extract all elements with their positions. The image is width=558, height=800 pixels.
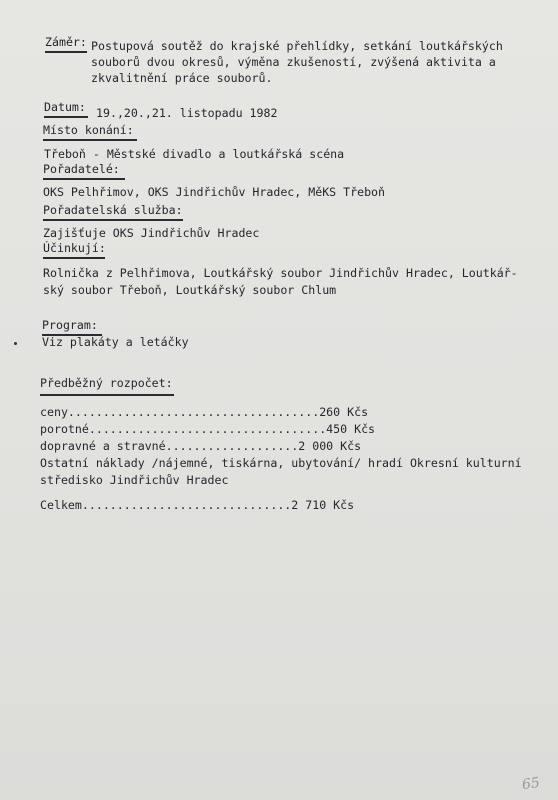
rozpocet-total: Celkem..............................2 710 Kčs: [40, 498, 355, 512]
page-number: 65: [521, 774, 542, 794]
sluzba-underline: [43, 219, 183, 221]
rozpocet-underline: [40, 394, 174, 396]
ucinkuji-line-2: ský soubor Třeboň, Loutkářský soubor Chlum: [43, 283, 337, 297]
rozpocet-line-ceny: ceny....................................260 Kčs: [40, 405, 369, 419]
margin-mark: [14, 342, 17, 345]
misto-label: Místo konání:: [43, 123, 134, 137]
zamer-underline: [45, 51, 87, 53]
poradatele-value: OKS Pelhřimov, OKS Jindřichův Hradec, MěKS Třeboň: [43, 185, 386, 199]
rozpocet-label: Předběžný rozpočet:: [40, 376, 173, 390]
rozpocet-line-porotne: porotné..................................450 Kčs: [40, 422, 376, 436]
ucinkuji-line-1: Rolnička z Pelhřimova, Loutkářský soubor Jindřichův Hradec, Loutkář-: [43, 266, 518, 280]
rozpocet-line-stredisko: středisko Jindřichův Hradec: [40, 473, 229, 487]
poradatele-underline: [43, 178, 125, 180]
ucinkuji-label: Účinkují:: [43, 241, 106, 255]
misto-underline: [43, 139, 137, 141]
rozpocet-line-ostatni: Ostatní náklady /nájemné, tiskárna, ubytování/ hradí Okresní kulturní: [40, 456, 522, 470]
datum-value: 19.,20.,21. listopadu 1982: [96, 106, 278, 120]
zamer-line-1: Postupová soutěž do krajské přehlídky, setkání loutkářských: [91, 39, 503, 53]
datum-label: Datum:: [44, 100, 86, 114]
sluzba-value: Zajišťuje OKS Jindřichův Hradec: [43, 226, 260, 240]
program-value: Viz plakáty a letáčky: [42, 335, 189, 349]
datum-underline: [44, 116, 88, 118]
rozpocet-line-dopravne: dopravné a stravné...................2 000 Kčs: [40, 439, 362, 453]
sluzba-label: Pořadatelská služba:: [43, 203, 183, 217]
ucinkuji-underline: [43, 257, 105, 259]
zamer-line-3: zkvalitnění práce souborů.: [91, 71, 273, 85]
zamer-label: Záměr:: [45, 35, 87, 49]
poradatele-label: Pořadatelé:: [43, 162, 120, 176]
program-label: Program:: [42, 318, 98, 332]
zamer-line-2: souborů dvou okresů, výměna zkušeností, zvýšená aktivita a: [91, 55, 496, 69]
misto-value: Třeboň - Městské divadlo a loutkářská scéna: [44, 147, 345, 161]
